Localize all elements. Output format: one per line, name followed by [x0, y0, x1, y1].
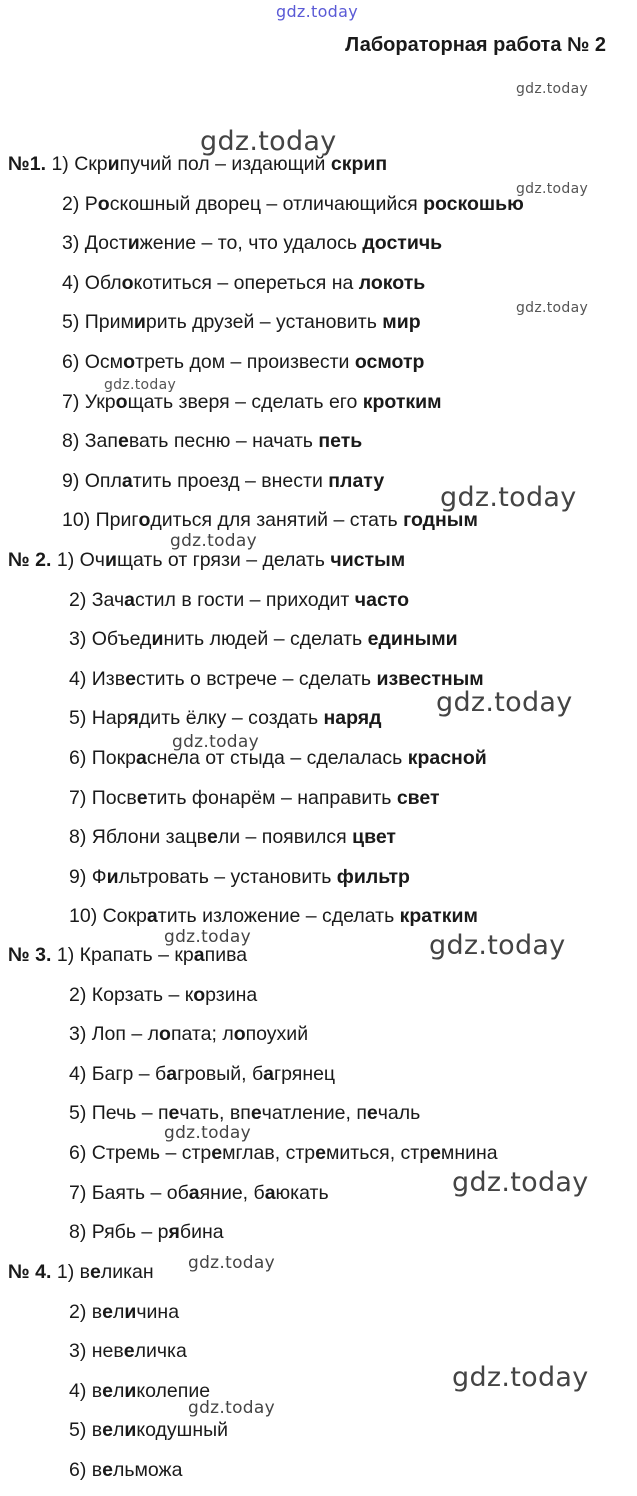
bold-fragment: е	[136, 786, 148, 809]
bold-fragment: и	[107, 153, 120, 175]
exercise-item	[8, 944, 247, 966]
watermark: gdz.today	[516, 81, 589, 97]
bold-fragment: и	[104, 549, 117, 571]
bold-fragment: и	[124, 1379, 137, 1402]
exercise-item	[69, 668, 484, 690]
text-fragment: 2) Р	[62, 192, 98, 215]
bold-fragment: свет	[396, 786, 440, 809]
bold-fragment: а	[193, 944, 205, 966]
bold-fragment: и	[133, 311, 146, 334]
bold-fragment: плату	[328, 469, 385, 492]
text-fragment: щать зверя – сделать его	[127, 390, 363, 413]
exercise-item	[62, 351, 424, 373]
text-fragment: тить изложение – сделать	[157, 905, 400, 928]
bold-fragment: е	[102, 1459, 113, 1481]
text-fragment: бина	[179, 1221, 224, 1244]
bold-fragment: е	[102, 1419, 113, 1442]
text-fragment: стить о встрече – сделать	[135, 667, 377, 690]
text-fragment: 3) Дост	[62, 232, 128, 255]
exercise-number: № 4.	[8, 1261, 52, 1283]
bold-fragment: осмотр	[354, 351, 425, 373]
bold-fragment: красной	[407, 747, 487, 769]
exercise-item	[69, 1340, 187, 1362]
text-fragment: 1) в	[56, 1261, 90, 1283]
bold-fragment: е	[117, 430, 129, 453]
text-fragment: снела от стыда – сделалась	[146, 747, 408, 769]
text-fragment: 3) Лоп – л	[69, 1023, 160, 1046]
bold-fragment: а	[124, 588, 135, 611]
bold-fragment: я	[168, 1221, 180, 1244]
bold-fragment: е	[430, 1142, 441, 1164]
text-fragment: л	[112, 1419, 125, 1442]
text-fragment: 10) Сокр	[69, 905, 147, 928]
bold-fragment: фильтр	[336, 865, 410, 888]
bold-fragment: а	[166, 1062, 178, 1085]
text-fragment: 5) Печь – п	[69, 1102, 169, 1125]
bold-fragment: я	[127, 707, 139, 730]
watermark: gdz.today	[429, 930, 566, 961]
bold-fragment: о	[123, 351, 136, 373]
bold-fragment: едиными	[367, 628, 458, 651]
watermark: gdz.today	[172, 732, 259, 752]
bold-fragment: е	[125, 667, 136, 690]
text-fragment: 4) Обл	[62, 271, 122, 294]
exercise-item	[62, 391, 442, 413]
text-fragment: поухий	[245, 1023, 309, 1046]
text-fragment: 5) Прим	[62, 311, 134, 334]
exercise-item	[62, 470, 384, 492]
text-fragment: 1) Оч	[56, 549, 105, 571]
bold-fragment: а	[263, 1062, 275, 1085]
text-fragment: 1) Скр	[51, 153, 108, 175]
watermark: gdz.today	[436, 687, 573, 718]
exercise-item	[69, 589, 409, 611]
bold-fragment: и	[127, 232, 140, 255]
bold-fragment: кратким	[399, 905, 478, 928]
text-fragment: чать, вп	[179, 1102, 251, 1125]
text-fragment: гровый, б	[177, 1062, 264, 1085]
text-fragment: 8) Яблони зацв	[69, 826, 207, 849]
bold-fragment: е	[250, 1102, 262, 1125]
text-fragment: 8) Зап	[62, 430, 118, 453]
exercise-item	[62, 311, 421, 333]
watermark: gdz.today	[170, 531, 257, 551]
text-fragment: 6) Осм	[62, 351, 124, 373]
bold-fragment: достичь	[362, 232, 443, 255]
text-fragment: 5) в	[69, 1419, 103, 1442]
text-fragment: 1) Крапать – кр	[56, 944, 194, 966]
text-fragment: вать песню – начать	[128, 430, 319, 453]
exercise-item	[8, 1261, 154, 1283]
bold-fragment: е	[211, 1142, 223, 1164]
watermark: gdz.today	[516, 300, 589, 316]
bold-fragment: а	[264, 1181, 276, 1204]
bold-fragment: е	[123, 1340, 135, 1363]
text-fragment: пучий пол – издающий	[119, 153, 331, 175]
bold-fragment: чистым	[330, 549, 406, 571]
text-fragment: 4) в	[69, 1379, 103, 1402]
text-fragment: дить ёлку – создать	[138, 707, 324, 730]
bold-fragment: локоть	[358, 271, 426, 294]
text-fragment: треть дом – произвести	[135, 351, 355, 373]
bold-fragment: цвет	[352, 826, 396, 849]
text-fragment: 9) Ф	[69, 865, 107, 888]
exercise-item	[69, 747, 487, 769]
text-fragment: 6) Покр	[69, 747, 136, 769]
bold-fragment: е	[366, 1102, 378, 1125]
watermark: gdz.today	[276, 2, 358, 21]
text-fragment: ликан	[100, 1261, 154, 1283]
text-fragment: пива	[204, 944, 248, 966]
watermark: gdz.today	[516, 181, 589, 197]
watermark: gdz.today	[452, 1362, 589, 1393]
exercise-item	[69, 1023, 308, 1045]
text-fragment: 7) Посв	[69, 786, 137, 809]
watermark: gdz.today	[188, 1253, 275, 1273]
watermark: gdz.today	[164, 1123, 251, 1143]
exercise-item	[62, 509, 478, 531]
text-fragment: щать от грязи – делать	[116, 549, 331, 571]
text-fragment: тить проезд – внести	[132, 469, 329, 492]
bold-fragment: роскошью	[423, 192, 524, 215]
exercise-item	[69, 984, 257, 1006]
text-fragment: 4) Багр – б	[69, 1062, 167, 1085]
exercise-item	[69, 1102, 420, 1124]
bold-fragment: и	[124, 1419, 137, 1442]
exercise-item	[69, 1142, 498, 1164]
text-fragment: колепие	[136, 1379, 211, 1402]
text-fragment: 3) нев	[69, 1340, 124, 1363]
text-fragment: мглав, стр	[222, 1142, 316, 1164]
text-fragment: 7) Баять – об	[69, 1181, 189, 1204]
bold-fragment: а	[146, 905, 158, 928]
text-fragment: котиться – опереться на	[133, 271, 359, 294]
bold-fragment: и	[106, 865, 119, 888]
exercise-item	[62, 272, 425, 294]
exercise-item	[69, 707, 382, 729]
text-fragment: льтровать – установить	[118, 865, 337, 888]
exercise-item	[69, 787, 440, 809]
bold-fragment: о	[121, 271, 134, 294]
text-fragment: грянец	[274, 1062, 336, 1085]
exercise-item	[69, 905, 478, 927]
exercise-item	[69, 628, 458, 650]
text-fragment: л	[112, 1300, 125, 1323]
text-fragment: 10) Приг	[62, 509, 139, 532]
text-fragment: скошный дворец – отличающийся	[109, 192, 424, 215]
watermark: gdz.today	[188, 1398, 275, 1418]
text-fragment: юкать	[275, 1181, 329, 1204]
bold-fragment: а	[188, 1181, 200, 1204]
text-fragment: жение – то, что удалось	[139, 232, 363, 255]
text-fragment: пата; л	[170, 1023, 234, 1046]
watermark: gdz.today	[104, 377, 177, 393]
bold-fragment: о	[138, 509, 151, 532]
text-fragment: 6) Стремь – стр	[69, 1142, 212, 1164]
text-fragment: 3) Объед	[69, 628, 152, 651]
bold-fragment: и	[151, 628, 164, 651]
text-fragment: 9) Опл	[62, 469, 122, 492]
bold-fragment: о	[97, 192, 110, 215]
exercise-item	[62, 232, 442, 254]
page-title: Лабораторная работа № 2	[345, 34, 606, 56]
exercise-item	[69, 1182, 329, 1204]
bold-fragment: е	[168, 1102, 180, 1125]
exercise-number: №1.	[8, 153, 47, 175]
exercise-item	[69, 866, 410, 888]
bold-fragment: и	[124, 1300, 137, 1323]
bold-fragment: петь	[318, 430, 363, 453]
text-fragment: рзина	[205, 983, 258, 1006]
text-fragment: 4) Изв	[69, 667, 126, 690]
bold-fragment: о	[233, 1023, 246, 1046]
watermark: gdz.today	[164, 927, 251, 947]
text-fragment: 6) в	[69, 1459, 103, 1481]
bold-fragment: годным	[403, 509, 478, 532]
text-fragment: нить людей – сделать	[163, 628, 368, 651]
text-fragment: тить фонарём – направить	[147, 786, 397, 809]
text-fragment: 2) Зач	[69, 588, 125, 611]
bold-fragment: о	[115, 390, 128, 413]
bold-fragment: кротким	[362, 390, 442, 413]
text-fragment: ли – появился	[217, 826, 353, 849]
exercise-item	[8, 549, 405, 571]
exercise-item	[62, 430, 362, 452]
bold-fragment: наряд	[323, 707, 382, 730]
text-fragment: 5) Нар	[69, 707, 128, 730]
bold-fragment: известным	[376, 667, 484, 690]
exercise-item	[69, 1301, 179, 1323]
bold-fragment: часто	[354, 588, 409, 611]
text-fragment: 7) Укр	[62, 390, 116, 413]
bold-fragment: е	[315, 1142, 326, 1164]
text-fragment: личка	[134, 1340, 187, 1363]
bold-fragment: о	[193, 983, 206, 1006]
bold-fragment: мир	[382, 311, 421, 334]
text-fragment: миться, стр	[326, 1142, 431, 1164]
exercise-item	[69, 1459, 182, 1481]
text-fragment: кодушный	[136, 1419, 228, 1442]
text-fragment: рить друзей – установить	[145, 311, 383, 334]
exercise-item	[69, 1419, 228, 1441]
text-fragment: 2) Корзать – к	[69, 983, 194, 1006]
text-fragment: чаль	[377, 1102, 421, 1125]
watermark: gdz.today	[452, 1167, 589, 1198]
bold-fragment: а	[121, 469, 133, 492]
text-fragment: л	[112, 1379, 125, 1402]
exercise-item	[69, 826, 396, 848]
bold-fragment: о	[159, 1023, 171, 1046]
text-fragment: чатление, п	[261, 1102, 367, 1125]
text-fragment: диться для занятий – стать	[150, 509, 404, 532]
exercise-number: № 2.	[8, 549, 52, 571]
bold-fragment: скрип	[330, 153, 388, 175]
text-fragment: 2) в	[69, 1300, 103, 1323]
exercise-item	[62, 193, 524, 215]
watermark: gdz.today	[440, 482, 577, 513]
watermark: gdz.today	[200, 126, 337, 157]
exercise-item	[69, 1221, 224, 1243]
text-fragment: 8) Рябь – р	[69, 1221, 169, 1244]
bold-fragment: е	[102, 1300, 113, 1323]
text-fragment: стил в гости – приходит	[134, 588, 355, 611]
text-fragment: чина	[136, 1300, 180, 1323]
bold-fragment: е	[89, 1261, 101, 1283]
exercise-item	[69, 1063, 335, 1085]
text-fragment: мнина	[440, 1142, 498, 1164]
text-fragment: льможа	[112, 1459, 183, 1481]
bold-fragment: е	[206, 826, 218, 849]
bold-fragment: е	[102, 1379, 113, 1402]
text-fragment: яние, б	[199, 1181, 265, 1204]
exercise-number: № 3.	[8, 944, 52, 966]
bold-fragment: а	[136, 747, 147, 769]
